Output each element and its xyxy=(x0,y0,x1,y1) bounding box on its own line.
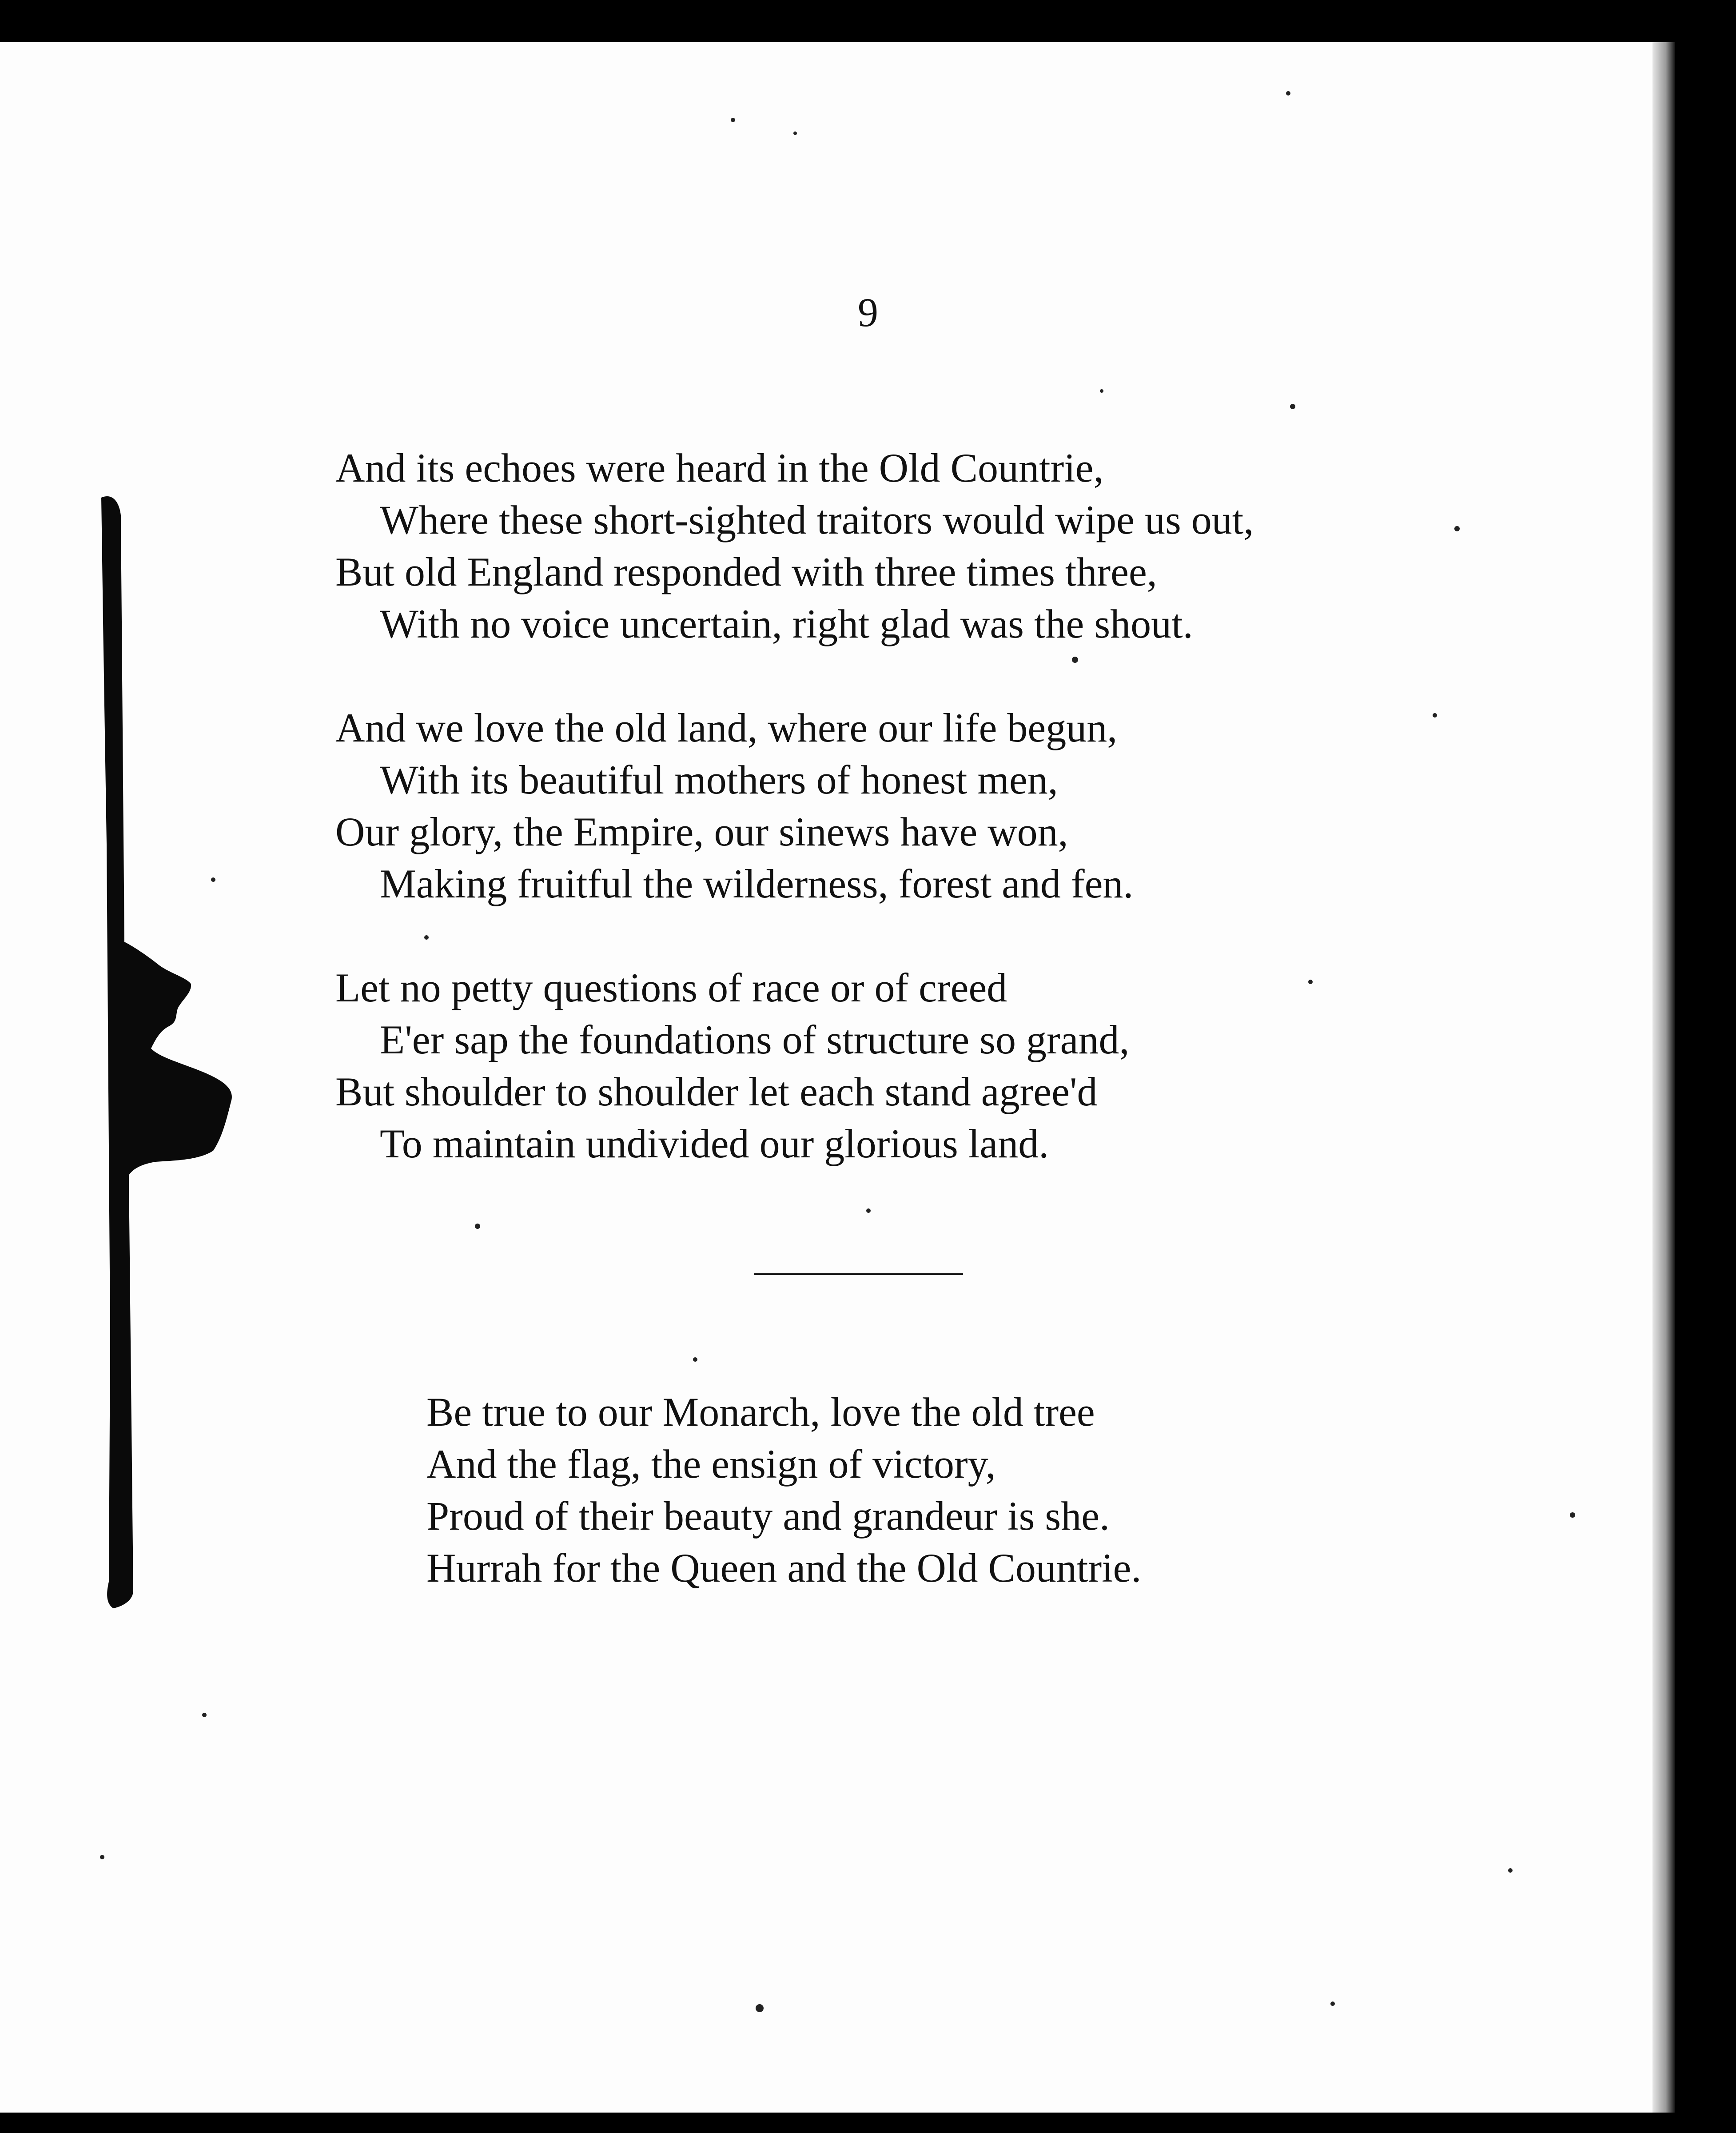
verse-line: Our glory, the Empire, our sinews have won, xyxy=(335,809,1068,854)
verse-line: But old England responded with three times three, xyxy=(335,549,1157,594)
stanza-3 xyxy=(335,962,1129,1170)
section-divider xyxy=(754,1273,963,1275)
verse-line: And the flag, the ensign of victory, xyxy=(426,1441,996,1487)
verse-line: Let no petty questions of race or of creed xyxy=(335,965,1007,1010)
verse-line: Be true to our Monarch, love the old tree xyxy=(426,1389,1095,1435)
verse-line: Where these short-sighted traitors would wipe us out, xyxy=(380,497,1254,542)
verse-line: To maintain undivided our glorious land. xyxy=(380,1121,1049,1166)
page-edge-shadow xyxy=(1652,42,1675,2113)
page-number: 9 xyxy=(858,290,878,335)
verse-line: Proud of their beauty and grandeur is she. xyxy=(426,1493,1110,1539)
stanza-2 xyxy=(335,702,1133,910)
verse-line: And its echoes were heard in the Old Countrie, xyxy=(335,445,1104,490)
verse-line: But shoulder to shoulder let each stand agree'd xyxy=(335,1069,1098,1114)
verse-line: With no voice uncertain, right glad was the shout. xyxy=(380,601,1193,646)
verse-line: With its beautiful mothers of honest men, xyxy=(380,757,1058,802)
verse-line: And we love the old land, where our life begun, xyxy=(335,705,1118,750)
verse-line: E'er sap the foundations of structure so grand, xyxy=(380,1017,1130,1062)
verse-line: Hurrah for the Queen and the Old Countrie. xyxy=(426,1545,1142,1591)
verse-line: Making fruitful the wilderness, forest and fen. xyxy=(380,861,1134,906)
stanza-4 xyxy=(426,1386,1142,1594)
stanza-1 xyxy=(335,442,1254,650)
